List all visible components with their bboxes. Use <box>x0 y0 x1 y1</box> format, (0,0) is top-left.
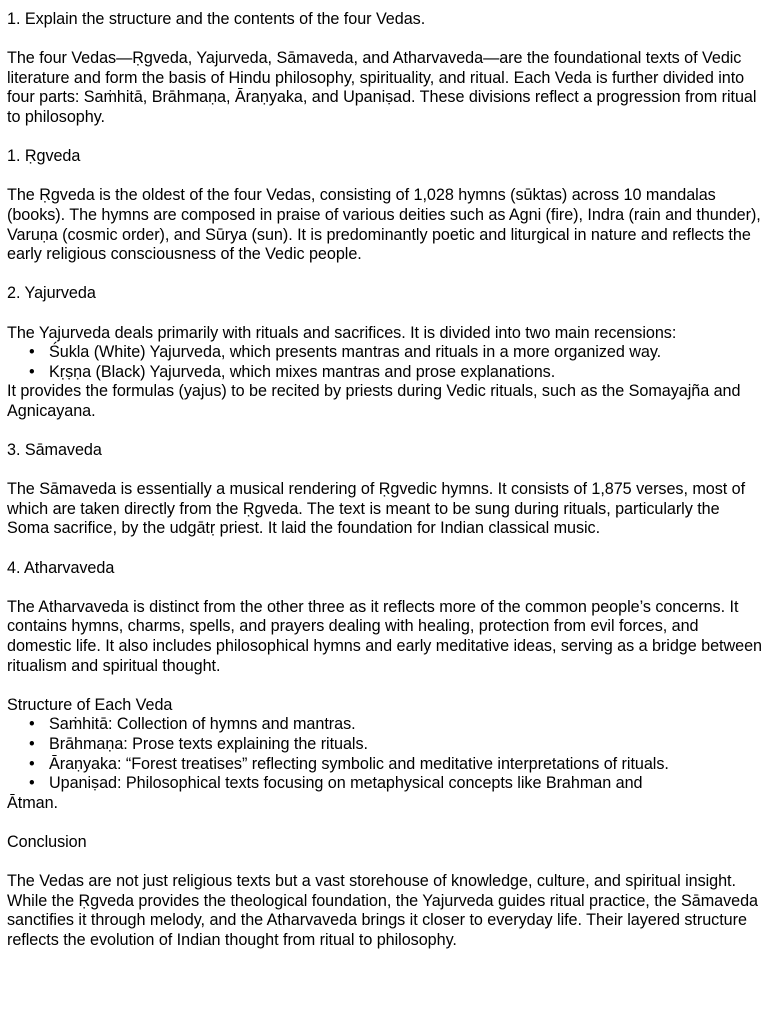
structure-section <box>7 696 765 814</box>
list-item-text: Saṁhitā: Collection of hymns and mantras. <box>49 715 356 734</box>
bullet-icon: • <box>29 754 35 773</box>
yajurveda-heading: 2. Yajurveda <box>7 284 96 303</box>
document-body <box>7 10 765 970</box>
samaveda-heading: 3. Sāmaveda <box>7 441 102 460</box>
rigveda-paragraph: The Ṛgveda is the oldest of the four Vedas, consisting of 1,028 hymns (sūktas) across 10 mandalas (books). The hymns are composed in praise of various deities such as Agni (fire), Indra (rain and thunder), Varuṇa (cosmic order), and Sūrya (sun). It is predominantly poetic and liturgical in nature and reflects the early religious consciousness of the Vedic people. <box>7 186 761 264</box>
yajurveda-after: It provides the formulas (yajus) to be recited by priests during Vedic rituals, such as the Somayajña and Agnicayana. <box>7 382 741 420</box>
conclusion-heading: Conclusion <box>7 832 87 851</box>
list-item-text: Upaniṣad: Philosophical texts focusing on metaphysical concepts like Brahman and <box>49 774 643 793</box>
list-item-text: Śukla (White) Yajurveda, which presents mantras and rituals in a more organized way. <box>49 343 662 362</box>
rigveda-heading: 1. Ṛgveda <box>7 147 81 166</box>
bullet-icon: • <box>29 715 35 734</box>
list-item <box>7 774 765 794</box>
structure-heading: Structure of Each Veda <box>7 695 173 714</box>
bullet-icon: • <box>29 774 35 793</box>
list-item <box>7 755 765 775</box>
atharvaveda-heading: 4. Atharvaveda <box>7 558 115 577</box>
question-heading: 1. Explain the structure and the contents of the four Vedas. <box>7 10 426 28</box>
samaveda-paragraph: The Sāmaveda is essentially a musical rendering of Ṛgvedic hymns. It consists of 1,875 verses, most of which are taken directly from the Ṛgveda. The text is meant to be sung during rituals, particularly the Soma sacrifice, by the udgātṛ priest. It laid the foundation for Indian classical music. <box>7 480 746 538</box>
yajurveda-intro: The Yajurveda deals primarily with rituals and sacrifices. It is divided into two main recensions: <box>7 323 677 342</box>
bullet-icon: • <box>29 343 35 362</box>
conclusion-paragraph: The Vedas are not just religious texts but a vast storehouse of knowledge, culture, and spiritual insight. While the Ṛgveda provides the theological foundation, the Yajurveda guides ritual practice, the Sāmaveda sanctifies it through melody, and the Atharvaveda brings it closer to everyday life. Their layered structure reflects the evolution of Indian thought from ritual to philosophy. <box>7 872 758 949</box>
list-item <box>7 343 765 363</box>
list-item <box>7 735 765 755</box>
list-item <box>7 715 765 735</box>
yajurveda-section <box>7 324 765 422</box>
structure-continuation: Ātman. <box>7 793 58 812</box>
structure-list <box>7 715 765 793</box>
list-item-text: Kṛṣṇa (Black) Yajurveda, which mixes mantras and prose explanations. <box>49 362 556 381</box>
intro-paragraph: The four Vedas—Ṛgveda, Yajurveda, Sāmaveda, and Atharvaveda—are the foundational texts of Vedic literature and form the basis of Hindu philosophy, spirituality, and ritual. Each Veda is further divided into four parts: Saṁhitā, Brāhmaṇa, Āraṇyaka, and Upaniṣad. These divisions reflect a progression from ritual to philosophy. <box>7 49 757 126</box>
bullet-icon: • <box>29 734 35 753</box>
list-item-text: Brāhmaṇa: Prose texts explaining the rituals. <box>49 734 368 753</box>
bullet-icon: • <box>29 362 35 381</box>
atharvaveda-paragraph: The Atharvaveda is distinct from the other three as it reflects more of the common people’s concerns. It contains hymns, charms, spells, and prayers dealing with healing, protection from evil forces, and domestic life. It also includes philosophical hymns and early meditative ideas, serving as a bridge between ritualism and spiritual thought. <box>7 597 762 675</box>
list-item-text: Āraṇyaka: “Forest treatises” reflecting symbolic and meditative interpretations of rituals. <box>49 754 669 773</box>
recensions-list <box>7 343 765 382</box>
list-item <box>7 363 765 383</box>
